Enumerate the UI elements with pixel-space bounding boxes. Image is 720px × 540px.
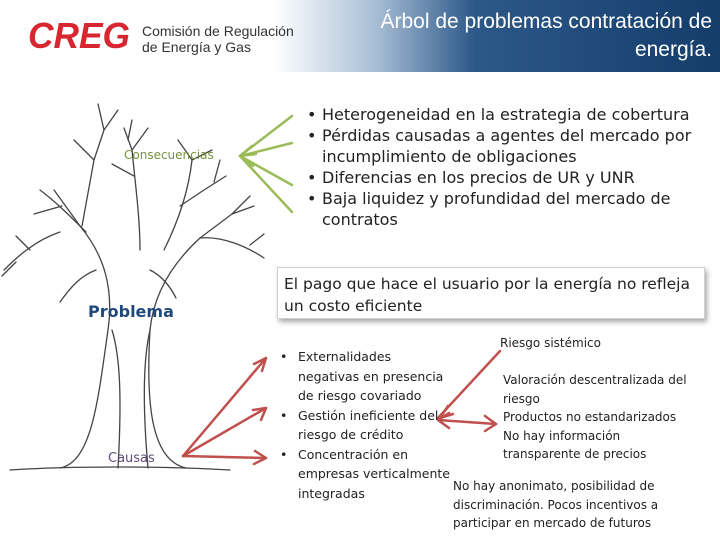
systemic-risk-heading: Riesgo sistémico [500,336,601,350]
cause-item: • Gestión ineficiente del riesgo de crédito [279,406,454,445]
problem-label: Problema [88,302,174,321]
cause-item: • Externalidades negativas en presencia de riesgo covariado [279,347,454,406]
slide-title: Árbol de problemas contratación de energía. [380,10,712,61]
causes-arrows [183,358,266,464]
org-name-line2: de Energía y Gas [142,39,251,55]
consequences-label: Consecuencias [124,148,214,162]
causes-list [279,347,454,503]
consequence-item: • Diferencias en los precios de UR y UNR [300,167,718,188]
cause-item: • Concentración en empresas verticalmente integradas [279,445,454,504]
problem-statement-box: El pago que hace el usuario por la energía no refleja un costo eficiente [277,267,705,319]
systemic-risk-details [503,371,713,464]
consequence-item: • Baja liquidez y profundidad del mercado de contratos [300,188,718,230]
consequence-item: • Heterogeneidad en la estrategia de cobertura [300,104,718,125]
consequence-item: • Pérdidas causadas a agentes del mercado por incumplimiento de obligaciones [300,125,718,167]
svg-text:CREG: CREG [28,19,130,51]
systemic-risk-line: transparente de precios [503,447,647,461]
anonymity-note: No hay anonimato, posibilidad de discriminación. Pocos incentivos a participar en mercado de futuros [453,479,659,530]
systemic-risk-line: riesgo [503,391,540,406]
consequences-list [300,104,718,230]
systemic-risk-line: Valoración descentralizada del [503,373,687,387]
causes-label: Causas [108,451,155,466]
systemic-risk-line: Productos no estandarizados [503,410,677,424]
org-name-line1: Comisión de Regulación [142,23,294,39]
systemic-risk-line: No hay información [503,428,621,443]
